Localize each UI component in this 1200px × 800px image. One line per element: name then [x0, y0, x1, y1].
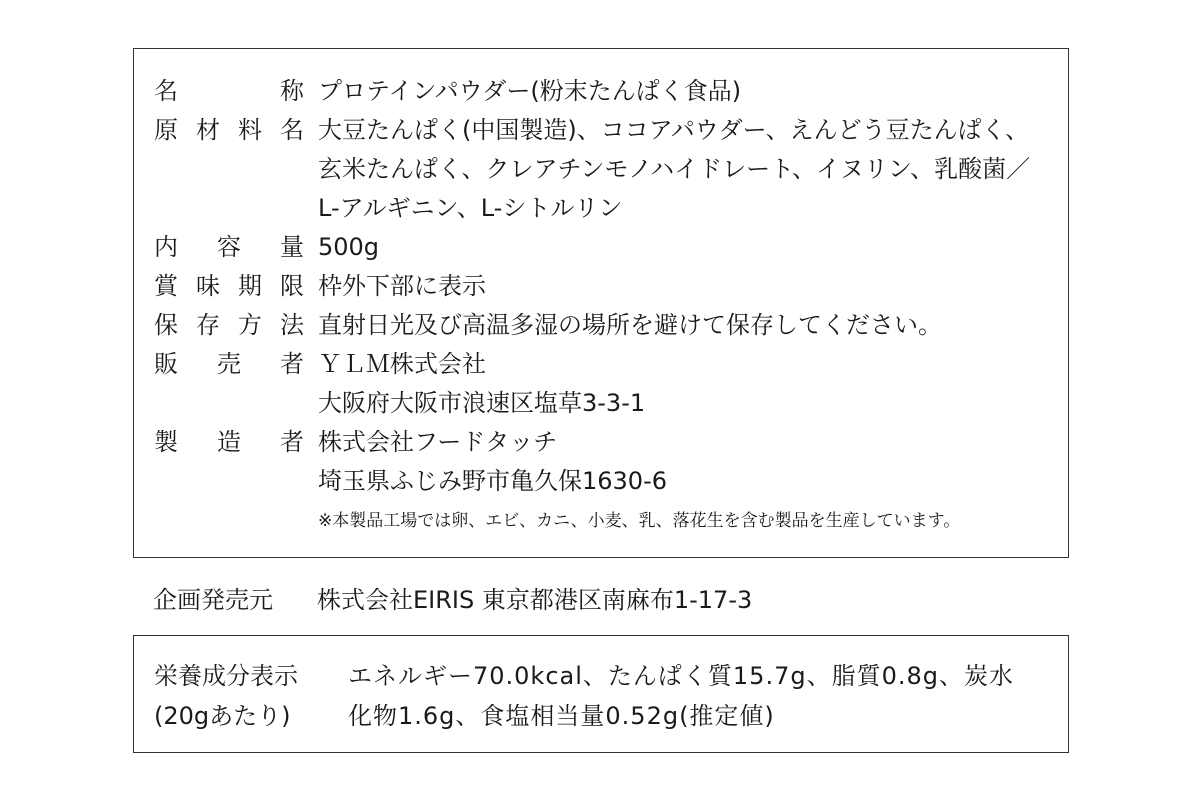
label-content: 内 容 量: [154, 233, 304, 261]
product-label-box: [133, 48, 1069, 558]
nutrition-value-line-1: エネルギー70.0kcal、たんぱく質15.7g、脂質0.8g、炭水: [348, 662, 1014, 690]
nutrition-box: [133, 635, 1069, 753]
planner-row: [153, 580, 753, 620]
value-content: 500g: [318, 233, 380, 261]
nutrition-serving: (20gあたり): [154, 702, 291, 730]
label-name: 名 称: [154, 77, 304, 105]
value-ingredients-line-1: 大豆たんぱく(中国製造)、ココアパウダー、えんどう豆たんぱく、: [318, 116, 1030, 144]
allergen-note: ※本製品工場では卵、エビ、カニ、小麦、乳、落花生を含む製品を生産しています。: [318, 511, 961, 531]
label-manufacturer: 製 造 者: [154, 428, 304, 456]
value-storage: 直射日光及び高温多湿の場所を避けて保存してください。: [318, 311, 942, 339]
value-ingredients-line-2: 玄米たんぱく、クレアチンモノハイドレート、イヌリン、乳酸菌／: [318, 155, 1031, 183]
label-ingredients: 原 材 料 名: [154, 116, 304, 144]
label-best-before: 賞 味 期 限: [154, 272, 304, 300]
nutrition-label: 栄養成分表示: [154, 662, 298, 690]
value-best-before: 枠外下部に表示: [318, 272, 486, 300]
planner-value: 株式会社EIRIS 東京都港区南麻布1-17-3: [317, 586, 753, 614]
planner-label: 企画発売元: [153, 586, 273, 614]
value-ingredients-line-3: L-アルギニン、L-シトルリン: [318, 194, 623, 222]
value-name: プロテインパウダー(粉末たんぱく食品): [318, 77, 742, 105]
nutrition-value-line-2: 化物1.6g、食塩相当量0.52g(推定値): [348, 702, 775, 730]
label-seller: 販 売 者: [154, 350, 304, 378]
value-seller-address: 大阪府大阪市浪速区塩草3-3-1: [318, 389, 646, 417]
value-seller-name: ＹＬＭ株式会社: [318, 350, 486, 378]
label-storage: 保 存 方 法: [154, 311, 304, 339]
value-manufacturer-name: 株式会社フードタッチ: [318, 428, 558, 456]
value-manufacturer-address: 埼玉県ふじみ野市亀久保1630-6: [318, 467, 668, 495]
